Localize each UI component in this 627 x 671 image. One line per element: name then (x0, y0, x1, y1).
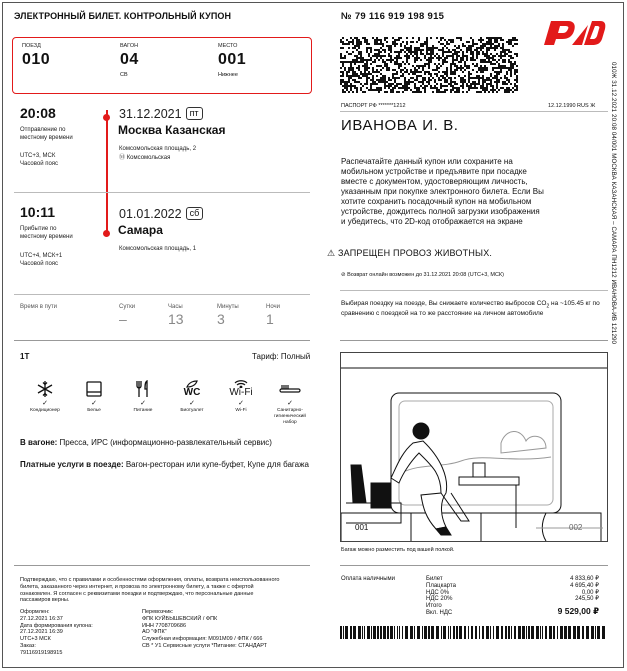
side-text: 010Ж 31.12.2021 20:08 04/001 МОСКВА КАЗАНСКАЯ – САМАРА ПН1212 ИВАНОВА-ИВ 121290 (610, 62, 617, 345)
illustration-caption: Багаж можно разместить под вашей полкой. (341, 547, 455, 553)
departure-date-row (119, 105, 203, 123)
departure-address: Комсомольская площадь, 2 (119, 146, 197, 152)
metro-icon: Ⓜ (119, 155, 126, 161)
car-class: СВ (120, 72, 128, 78)
seat-note: Нижнее (218, 72, 238, 78)
seat-label: МЕСТО (218, 43, 238, 49)
divider (14, 192, 310, 193)
section-divider (340, 565, 608, 566)
departure-time-note: Отправление по местному времени (20, 127, 73, 141)
passport: ПАСПОРТ РФ *******1212 (341, 103, 406, 109)
train-block (22, 43, 50, 69)
boarding-note: Распечатайте данный купон или сохраните на мобильном устройстве и предъявите при посадке вместе с документом, удостоверяющим личность, указанным при покупке электронного билета. Если Вы хотите сохранить посадочный купон на мобильном устройстве, дождитесь полной загрузки изображения и убедитесь, что 2D-код отображается на экране (341, 157, 544, 226)
barcode-2d (340, 37, 518, 93)
price-row: Билет 4 833,60 ₽ (426, 576, 599, 582)
departure-date: 31.12.2021 (119, 107, 182, 121)
birth-info: 12.12.1990 RUS Ж (548, 103, 596, 109)
consent-text: Подтверждаю, что с правилами и особенностями оформления, оплаты, возврата неиспользованного билета, заказанного через интернет, и провоза по электронному билету, а также с офертой ознакомлен. Я согласен с реквизитами поездки и подтверждаю, что персональные данные пассажиров верны. (20, 577, 280, 604)
ticket-number: № 79 116 919 198 915 (341, 11, 445, 22)
train-number: 010 (22, 51, 51, 68)
minutes-value: 3 (217, 311, 225, 327)
arrival-time: 10:11 (20, 204, 56, 220)
paid-services: Платные услуги в поезде: Вагон-ресторан или купе-буфет, Купе для багажа (20, 460, 309, 469)
issue-info: Оформлен: 27.12.2021 16:37 Дата формирования купона: 27.12.2021 16:39 UTC+3 МСК Заказ: 79116919198915 (20, 609, 93, 656)
tariff: Тариф: Полный (252, 352, 311, 361)
seat-block (218, 43, 246, 78)
car-label: ВАГОН (120, 43, 139, 49)
passenger-name: ИВАНОВА И. В. (341, 117, 459, 134)
arrival-date-row (119, 205, 203, 223)
ticket-title: ЭЛЕКТРОННЫЙ БИЛЕТ. КОНТРОЛЬНЫЙ КУПОН (14, 11, 232, 21)
departure-day: пт (186, 107, 203, 120)
class-code: 1Т (20, 352, 30, 361)
nights-value: 1 (266, 311, 274, 327)
warning-icon: ⚠ (327, 248, 336, 258)
arrival-timezone: UTC+4, МСК+1 Часовой пояс (20, 253, 63, 267)
amenity-wc: WC ✓ Биотуалет (174, 378, 210, 414)
total-row: Итого Вкл. НДС 9 529,00 ₽ (426, 603, 599, 616)
compartment-illustration (340, 352, 608, 542)
departure-dot (103, 114, 110, 121)
price-breakdown (426, 576, 599, 617)
departure-metro: Ⓜ Комсомольская (119, 155, 171, 161)
amenity-food: ✓ Питание (125, 378, 161, 414)
amenity-hygiene: ✓ Санитарно-гигиенический набор (268, 378, 312, 426)
cutlery-icon (125, 378, 161, 400)
amenity-conditioner: ✓ Кондиционер (27, 378, 63, 414)
berth-label-left: 001 (355, 523, 369, 532)
in-car-services: В вагоне: Пресса, ИРС (информационно-развлекательный сервис) (20, 438, 272, 447)
eco-note: Выбирая поездку на поезде, Вы снижаете количество выбросов $CO_2$ на ~105.45 кг по сравнению с поездкой на то же расстояние на личном автомобиле (341, 300, 600, 318)
clock-icon: ⊘ (341, 272, 346, 278)
hours-label: Часы (168, 304, 183, 310)
route-line (106, 110, 108, 234)
car-block (120, 43, 139, 78)
bed-linen-icon (76, 378, 112, 400)
days-value: – (119, 311, 127, 327)
hours-value: 13 (168, 311, 184, 327)
divider (340, 111, 608, 112)
arrival-date: 01.01.2022 (119, 207, 182, 221)
arrival-station: Самара (118, 223, 163, 237)
barcode-1d (340, 626, 608, 639)
section-divider (14, 565, 310, 566)
payment-method: Оплата наличными (341, 576, 396, 582)
berth-label-right: 002 (569, 523, 583, 532)
arrival-address: Комсомольская площадь, 1 (119, 246, 197, 252)
divider (340, 290, 608, 291)
amenity-wifi: Wi-Fi ✓ Wi-Fi (223, 378, 259, 414)
section-divider (340, 340, 608, 341)
price-row: Плацкарта 4 695,40 ₽ (426, 582, 599, 589)
departure-time: 20:08 (20, 105, 56, 121)
arrival-dot (103, 230, 110, 237)
divider (14, 294, 310, 295)
wifi-icon: Wi-Fi (223, 378, 259, 400)
minutes-label: Минуты (217, 304, 239, 310)
train-label: ПОЕЗД (22, 43, 41, 49)
car-number: 04 (120, 51, 139, 68)
rzd-logo (538, 15, 608, 49)
departure-station: Москва Казанская (118, 123, 226, 137)
price-row: НДС 0% 0,00 ₽ (426, 589, 599, 596)
seat-number: 001 (218, 51, 247, 68)
arrival-time-note: Прибытие по местному времени (20, 226, 73, 240)
snowflake-icon (27, 378, 63, 400)
ticket-frame (2, 2, 624, 668)
section-divider (14, 340, 310, 341)
trip-info-box (12, 37, 312, 94)
toothbrush-icon (268, 378, 312, 400)
arrival-day: сб (186, 207, 204, 220)
total-amount: 9 529,00 ₽ (557, 605, 599, 616)
no-animals: ⚠ ЗАПРЕЩЕН ПРОВОЗ ЖИВОТНЫХ. (327, 248, 493, 258)
departure-timezone: UTC+3, МСК Часовой пояс (20, 153, 59, 167)
duration-label: Время в пути (20, 304, 57, 310)
price-row: НДС 20% 245,50 ₽ (426, 596, 599, 603)
nights-label: Ночи (266, 304, 281, 310)
days-label: Сутки (119, 304, 136, 310)
refund-info: ⊘ Возврат онлайн возможен до 31.12.2021 20:08 (UTC+3, МСК) (341, 272, 504, 278)
amenity-linen: ✓ Белье (76, 378, 112, 414)
carrier-info: Перевозчик: ФПК КУЙБЫШЕВСКИЙ / ФПК ИНН 7708709686 АО "ФПК" Служебная информация: М091М09 / ФПК / 666 СВ * У1 Сервисные услуги *Питание: СТАНДАРТ (142, 609, 268, 649)
wc-icon: WC (174, 378, 210, 400)
